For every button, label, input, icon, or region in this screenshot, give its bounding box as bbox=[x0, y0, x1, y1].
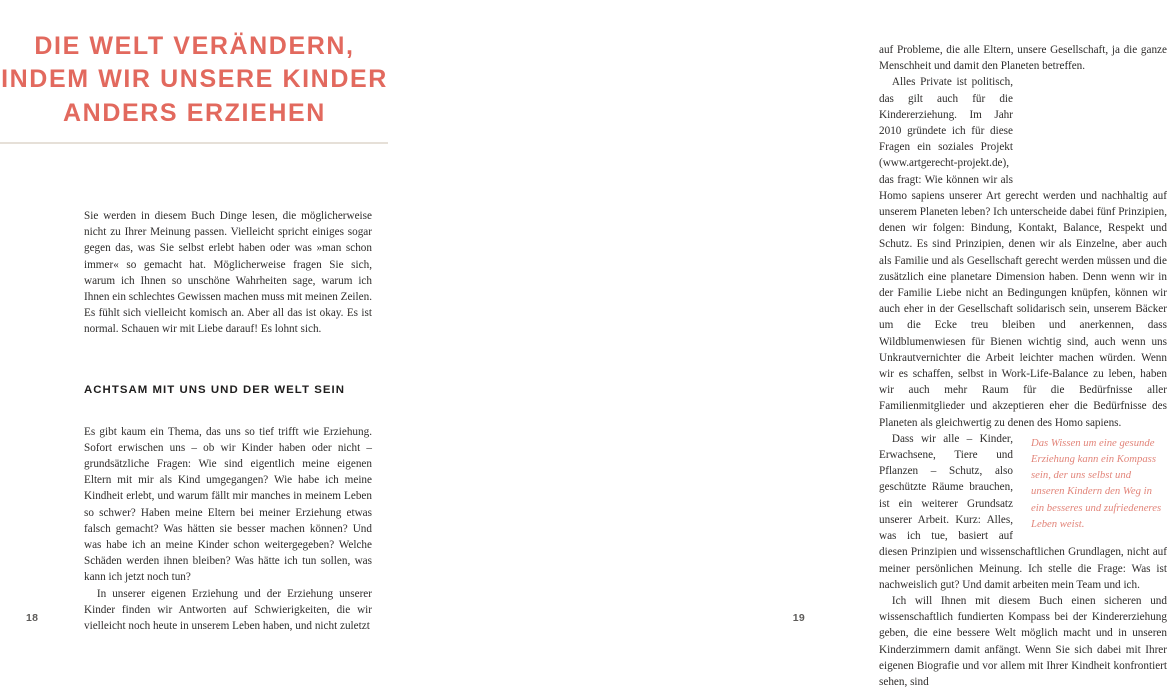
section-heading: ACHTSAM MIT UNS UND DER WELT SEIN bbox=[84, 383, 345, 396]
paragraph: auf Probleme, die alle Eltern, unsere Gesellschaft, ja die ganze Menschheit und damit den Planeten betreffen. bbox=[879, 44, 1167, 73]
chapter-title-line-1: DIE WELT VERÄNDERN, bbox=[34, 32, 355, 60]
pullquote: Das Wissen um eine gesunde Erziehung kann ein Kompass sein, der uns selbst und unseren Kindern den Weg in ein besseres und zufriedeneres Leben weist. bbox=[1031, 436, 1162, 530]
paragraph-text: Dass wir alle – Kinder, Erwachsene, Tiere und Pflanzen – Schutz, also geschützte Räume brauchen, ist ein weiterer Grundsatz unserer Arbeit. Kurz: Alles, was ich tue, basiert auf diesen Prinzipien und wissenschaftlichen Grundlagen, nicht auf meiner persönlichen Meinung. Ich stelle die Frage: Was ist nachweislich gut? Und damit arbeiten mein Team und ich. bbox=[879, 432, 1167, 591]
paragraph bbox=[879, 431, 1167, 593]
heading-spacer-top bbox=[84, 338, 372, 382]
folio-left: 18 bbox=[26, 612, 39, 624]
paragraph-text: Alles Private ist politisch, das gilt auch für die Kindererziehung. Im Jahr 2010 gründete ich für diese Fragen ein soziales Projekt (www.artgerecht-projekt.de), das fragt: Wie können wir als Homo sapiens unserer Art gerecht werden und nachhaltig auf unserem Planeten leben? Ich unterscheide dabei fünf Prinzipien, denen wir folgen: Bindung, Kontakt, Balance, Respekt und Schutz. Es sind Prinzipien, denen wir als Einzelne, aber auch als Familie und als Gesellschaft gerecht werden müssen und die zusätzlich eine planetare Dimension haben. Denn wenn wir in der Familie Liebe nicht an Bedingungen knüpfen, können wir auch eher in der Gesellschaft solidarisch sein, unserem Bäcker um die Ecke treu bleiben und anerkennen, dass Wildblumenwiesen für Bienen wichtig sind, auch wenn uns Unkrautvernichter die Arbeit leichter machen würden. Wenn wir es schaffen, selbst in Work-Life-Balance zu leben, haben wir auch mehr Raum für die Bedürfnisse aller Familienmitglieder und akzeptieren eher die Bedürfnisse des Planeten als gleichwertig zu denen des Homo sapiens. bbox=[879, 76, 1167, 429]
left-page bbox=[0, 0, 417, 648]
right-page bbox=[417, 0, 1167, 688]
paragraph: Sie werden in diesem Buch Dinge lesen, die möglicherweise nicht zu Ihrer Meinung passen. Vielleicht spricht einiges sogar gegen das, was Sie selbst erlebt haben oder was »man schon immer« so gemacht hat. Möglicherweise fragen Sie sich, warum ich Ihnen so unschöne Wahrheiten sage, warum ich Ihnen ein schlechtes Gewissen machen muss mit meinen Zeilen. Es fühlt sich vielleicht komisch an. Aber all das ist okay. Es ist normal. Schauen wir mit Liebe darauf! Es lohnt sich. bbox=[84, 210, 372, 336]
pullquote-float-spacer bbox=[1031, 74, 1167, 182]
left-page-text-column bbox=[84, 208, 372, 634]
paragraph bbox=[879, 74, 1167, 430]
chapter-title-line-3: ANDERS ERZIEHEN bbox=[63, 98, 326, 127]
chapter-title-line-2: INDEM WIR UNSERE KINDER bbox=[1, 65, 388, 94]
right-page-text-column bbox=[879, 42, 1167, 690]
paragraph: Es gibt kaum ein Thema, das uns so tief trifft wie Erziehung. Sofort erwischen uns – ob wir Kinder haben oder nicht – grundsätzliche Fragen: Wie sind eigentlich meine eigenen Eltern mit mir als Kind umgegangen? Wie habe ich meine Kindheit erlebt, und warum fällt mir manches in meinem Leben so schwer? Haben meine Eltern bei meiner Erziehung etwas falsch gemacht? Was hätten sie besser machen können? Und was habe ich an meine Kinder schon weitergegeben? Welche Schäden werden ihnen bleiben? Was hätte ich tun sollen, was kann ich jetzt noch tun? bbox=[84, 425, 372, 584]
folio-right: 19 bbox=[792, 612, 805, 624]
title-divider-rule bbox=[0, 142, 388, 144]
paragraph: In unserer eigenen Erziehung und der Erziehung unserer Kinder finden wir Antworten auf Schwierigkeiten, die wir vielleicht noch heute in unserem Leben haben, und nicht zuletzt bbox=[84, 587, 372, 633]
chapter-title bbox=[0, 30, 389, 130]
heading-spacer-bottom bbox=[84, 398, 372, 424]
paragraph: Ich will Ihnen mit diesem Buch einen sicheren und wissenschaftlich fundierten Kompass bei der Kindererziehung geben, die eine bessere Welt möglich macht und in unseren Kinderzimmern damit anfängt. Wenn Sie sich dabei mit Ihrer eigenen Biografie und vor allem mit Ihrer Kindheit konfrontiert sehen, sind bbox=[879, 594, 1167, 688]
